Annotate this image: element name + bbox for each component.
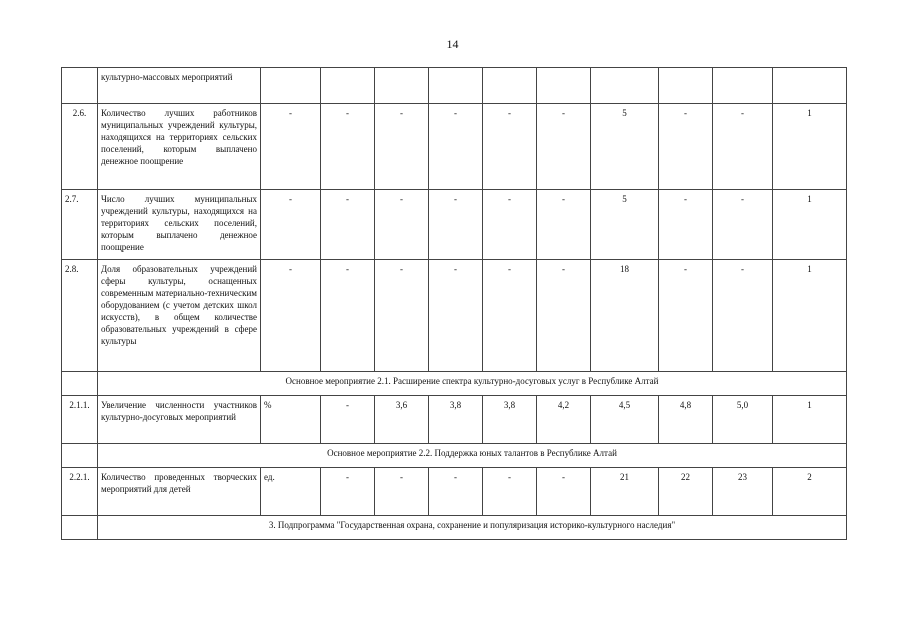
table-row xyxy=(62,190,847,260)
value-cell xyxy=(659,68,713,104)
value-cell: - xyxy=(321,396,375,444)
value-cell: - xyxy=(713,190,773,260)
value-cell: 2 xyxy=(773,468,847,516)
row-number: 2.7. xyxy=(62,190,98,260)
value-cell xyxy=(483,68,537,104)
value-cell: 5 xyxy=(591,190,659,260)
unit-cell: - xyxy=(261,190,321,260)
unit-cell: % xyxy=(261,396,321,444)
indicator-name: Доля образовательных учреждений сферы культуры, оснащенных современным материально-техническим оборудованием (с учетом детских школ искусств), в общем количестве образовательных учреждений в сфере культуры xyxy=(98,260,261,372)
indicator-name: Количество проведенных творческих мероприятий для детей xyxy=(98,468,261,516)
subprogram-heading: 3. Подпрограмма "Государственная охрана, сохранение и популяризация историко-культурного наследия" xyxy=(98,516,847,540)
section-row xyxy=(62,516,847,540)
value-cell: - xyxy=(321,190,375,260)
row-number: 2.2.1. xyxy=(62,468,98,516)
unit-cell xyxy=(261,68,321,104)
value-cell: - xyxy=(375,260,429,372)
value-cell: - xyxy=(483,104,537,190)
table-row xyxy=(62,104,847,190)
table-row xyxy=(62,396,847,444)
value-cell: - xyxy=(483,468,537,516)
empty-cell xyxy=(62,444,98,468)
value-cell xyxy=(429,68,483,104)
value-cell: - xyxy=(321,104,375,190)
indicator-name: Количество лучших работников муниципальных учреждений культуры, находящихся на территориях сельских поселений, которым выплачено денежное поощрение xyxy=(98,104,261,190)
value-cell: - xyxy=(429,468,483,516)
indicators-table xyxy=(61,67,847,540)
value-cell: 5,0 xyxy=(713,396,773,444)
table-row xyxy=(62,260,847,372)
value-cell: - xyxy=(429,260,483,372)
value-cell: 5 xyxy=(591,104,659,190)
value-cell: - xyxy=(483,260,537,372)
value-cell: - xyxy=(537,190,591,260)
value-cell: 1 xyxy=(773,260,847,372)
value-cell: - xyxy=(537,468,591,516)
value-cell: 23 xyxy=(713,468,773,516)
value-cell: 1 xyxy=(773,104,847,190)
value-cell: - xyxy=(429,190,483,260)
value-cell: - xyxy=(713,260,773,372)
row-number: 2.6. xyxy=(62,104,98,190)
value-cell: - xyxy=(659,190,713,260)
value-cell: 4,2 xyxy=(537,396,591,444)
value-cell: - xyxy=(429,104,483,190)
section-row xyxy=(62,372,847,396)
value-cell: - xyxy=(375,190,429,260)
value-cell: - xyxy=(483,190,537,260)
indicator-name: культурно-массовых мероприятий xyxy=(98,68,261,104)
value-cell: - xyxy=(537,104,591,190)
section-heading: Основное мероприятие 2.1. Расширение спектра культурно-досуговых услуг в Республике Алтай xyxy=(98,372,847,396)
value-cell xyxy=(375,68,429,104)
value-cell: 4,8 xyxy=(659,396,713,444)
empty-cell xyxy=(62,372,98,396)
section-heading: Основное мероприятие 2.2. Поддержка юных талантов в Республике Алтай xyxy=(98,444,847,468)
value-cell: 3,6 xyxy=(375,396,429,444)
unit-cell: ед. xyxy=(261,468,321,516)
value-cell xyxy=(321,68,375,104)
value-cell: 3,8 xyxy=(429,396,483,444)
value-cell: 22 xyxy=(659,468,713,516)
value-cell xyxy=(537,68,591,104)
table-row xyxy=(62,68,847,104)
unit-cell: - xyxy=(261,104,321,190)
indicator-name: Число лучших муниципальных учреждений культуры, находящихся на территориях сельских поселений, которым выплачено денежное поощрение xyxy=(98,190,261,260)
value-cell: - xyxy=(375,104,429,190)
row-number xyxy=(62,68,98,104)
value-cell: 1 xyxy=(773,190,847,260)
empty-cell xyxy=(62,516,98,540)
row-number: 2.1.1. xyxy=(62,396,98,444)
value-cell xyxy=(713,68,773,104)
value-cell: 21 xyxy=(591,468,659,516)
table-row xyxy=(62,468,847,516)
value-cell: - xyxy=(659,104,713,190)
value-cell: 18 xyxy=(591,260,659,372)
value-cell: 1 xyxy=(773,396,847,444)
value-cell: - xyxy=(659,260,713,372)
value-cell: - xyxy=(375,468,429,516)
unit-cell: - xyxy=(261,260,321,372)
value-cell: - xyxy=(713,104,773,190)
row-number: 2.8. xyxy=(62,260,98,372)
value-cell xyxy=(773,68,847,104)
value-cell: 4,5 xyxy=(591,396,659,444)
indicator-name: Увеличение численности участников культурно-досуговых мероприятий xyxy=(98,396,261,444)
section-row xyxy=(62,444,847,468)
value-cell: - xyxy=(321,260,375,372)
page-number: 14 xyxy=(446,37,459,51)
value-cell xyxy=(591,68,659,104)
value-cell: - xyxy=(321,468,375,516)
value-cell: 3,8 xyxy=(483,396,537,444)
value-cell: - xyxy=(537,260,591,372)
